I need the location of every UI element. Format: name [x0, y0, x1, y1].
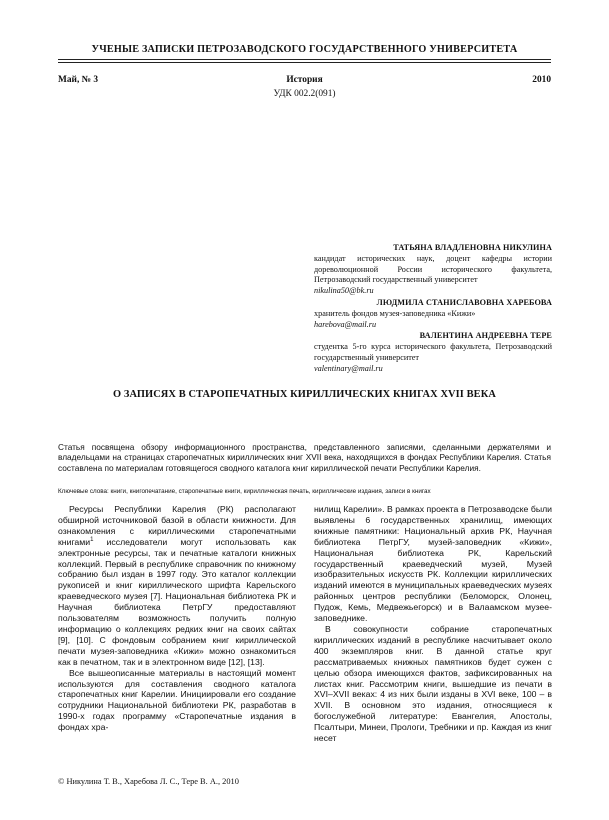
author-2 — [314, 298, 552, 330]
author-email: valentinary@mail.ru — [314, 363, 383, 373]
body-text: Ресурсы Республики Карелия (РК) располагают обширной источниковой базой в области книжности. Для ознакомления с кириллическими старопечатными книгами — [58, 504, 296, 547]
body-paragraph: В совокупности собрание старопечатных кириллических изданий в республике насчитывает около 400 экземпляров книг. В данной статье круг рассматриваемых книжных памятников будет сужен с целью обзора имеющихся фактов, зафиксированных на листах книг. Рассмотрим книги, вышедшие из печати в XVI–XVII веках: 4 из них были изданы в XVI веке, 100 – в XVII. В основном это издания, относящиеся к богослужебной литературе: Евангелия, Апостолы, Псалтыри, Минеи, Прологи, Требники и пр. Каждая из книг несет — [314, 623, 552, 744]
author-affiliation: хранитель фондов музея-заповедника «Кижи» — [314, 308, 476, 318]
header-rule-top — [58, 59, 551, 60]
author-affiliation: студентка 5-го курса исторического факультета, Петрозаводский государственный университет — [314, 342, 552, 362]
article-title: О ЗАПИСЯХ В СТАРОПЕЧАТНЫХ КИРИЛЛИЧЕСКИХ КНИГАХ XVII ВЕКА — [113, 389, 496, 400]
author-name: ЛЮДМИЛА СТАНИСЛАВОВНА ХАРЕБОВА — [376, 297, 552, 307]
issue-label: Май, № 3 — [58, 75, 99, 85]
keywords: Ключевые слова: книги, книгопечатание, старопечатные книги, кириллическая печать, кириллические издания, записи в книгах — [58, 488, 431, 495]
authors-block — [314, 243, 552, 376]
abstract: Статья посвящена обзору информационного пространства, представленного записями, сделанными держателями и владельцами на страницах старопечатных кириллических книг XVII века, находящихся в фондах Республики Карелия. Статья составлена по материалам готовящегося сводного каталога книг кириллической печати Республики Карелия. — [58, 442, 551, 473]
body-text: исследователи могут использовать как электронные ресурсы, так и печатные каталоги книжных коллекций. Первый в республике справочник по книжному собранию был издан в 1997 году. Это каталог коллекции рукописей и книг кириллического шрифта Карельского краеведческого музея [7]. Национальная библиотека РК и Научная библиотека ПетрГУ предоставляют пользователям возможность получить полную информацию о коллекциях редких книг на своих сайтах [9], [10]. С фондовым собранием книг кириллической печати музея-заповедника «Кижи» можно ознакомиться как в печатном, так и в электронном виде [12], [13]. — [58, 536, 296, 667]
header-rule-bottom — [58, 62, 551, 63]
section-label: История — [286, 75, 323, 85]
author-name: ТАТЬЯНА ВЛАДЛЕНОВНА НИКУЛИНА — [393, 243, 552, 252]
journal-title: УЧЕНЫЕ ЗАПИСКИ ПЕТРОЗАВОДСКОГО ГОСУДАРСТВЕННОГО УНИВЕРСИТЕТА — [91, 44, 518, 55]
body-paragraph — [58, 504, 296, 668]
year-label: 2010 — [532, 75, 551, 85]
udk-code: УДК 002.2(091) — [273, 89, 336, 99]
author-name: ВАЛЕНТИНА АНДРЕЕВНА ТЕРЕ — [419, 331, 552, 341]
body-column-right — [314, 504, 552, 744]
body-column-left — [58, 504, 296, 733]
author-3 — [314, 331, 552, 374]
copyright-notice: © Никулина Т. В., Харебова Л. С., Тере В. А., 2010 — [58, 777, 239, 786]
footnote-mark: 1 — [90, 536, 94, 543]
author-1 — [314, 243, 552, 297]
body-paragraph: Все вышеописанные материалы в настоящий момент используются для составления сводного каталога старопечатных книг Карелии. Инициировали его создание сотрудники Национальной библиотеки РК, разработав в 1990-х годах программу «Старопечатные издания в фондах хра- — [58, 667, 296, 733]
author-email: nikulina50@bk.ru — [314, 286, 374, 296]
body-paragraph: нилищ Карелии». В рамках проекта в Петрозаводске были выявлены 6 государственных хранилищ, имеющих книжные памятники: Национальный архив РК, Научная библиотека ПетрГУ, музей-заповедник «Кижи», Национальная библиотека РК, Карельский государственный краеведческий музей, Музей изобразительных искусств РК. Коллекции кириллических изданий имеются в муниципальных краеведческих музеях районных центров республики (Беломорск, Олонец, Пудож, Кемь, Медвежьегорск) и в Валаамском музее-заповеднике. — [314, 504, 552, 624]
author-affiliation: кандидат исторических наук, доцент кафедры истории дореволюционной России исторического факультета, Петрозаводский государственный университет — [314, 253, 552, 285]
author-email: harebova@mail.ru — [314, 319, 377, 329]
